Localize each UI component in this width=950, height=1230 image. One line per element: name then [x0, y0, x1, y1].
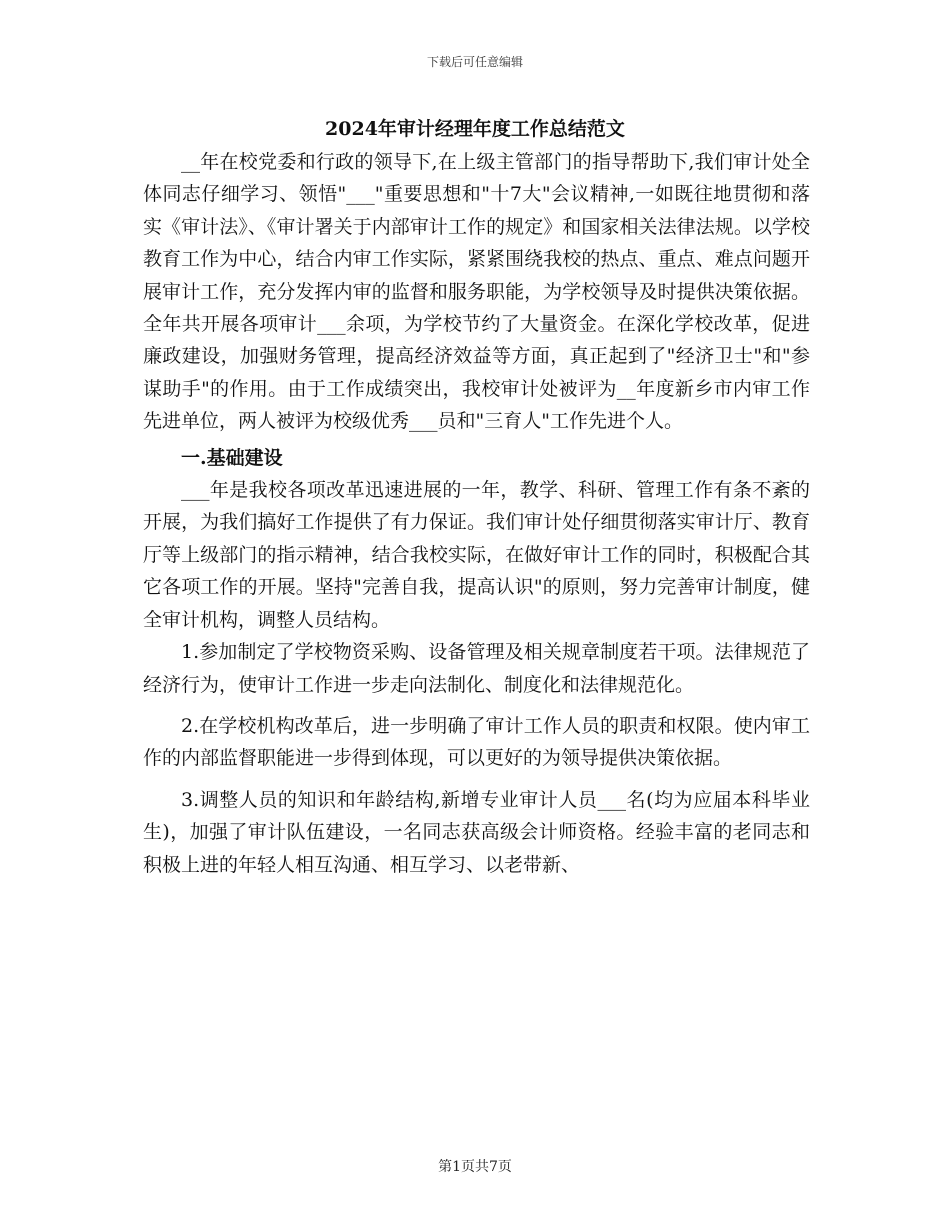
list-item-2: 2.在学校机构改革后，进一步明确了审计工作人员的职责和权限。使内审工作的内部监督职能进一步得到体现，可以更好的为领导提供决策依据。: [143, 714, 810, 770]
document-title: 2024年审计经理年度工作总结范文: [325, 118, 625, 140]
page-number: 第1页共7页: [438, 1159, 512, 1175]
list-item-1: 1.参加制定了学校物资采购、设备管理及相关规章制度若干项。法律规范了经济行为，使审计工作进一步走向法制化、制度化和法律规范化。: [143, 641, 810, 696]
section-heading-foundation: 一.基础建设: [181, 446, 283, 469]
intro-paragraph: __年在校党委和行政的领导下,在上级主管部门的指导帮助下,我们审计处全体同志仔细学习、领悟"___"重要思想和"十7大"会议精神,一如既往地贯彻和落实《审计法》、《审计署关于内部审计工作的规定》和国家相关法律法规。以学校教育工作为中心，结合内审工作实际，紧紧围绕我校的热点、重点、难点问题开展审计工作，充分发挥内审的监督和服务职能，为学校领导及时提供决策依据。全年共开展各项审计___余项，为学校节约了大量资金。在深化学校改革，促进廉政建设，加强财务管理，提高经济效益等方面，真正起到了"经济卫士"和"参谋助手"的作用。由于工作成绩突出，我校审计处被评为__年度新乡市内审工作先进单位，两人被评为校级优秀___员和"三育人"工作先进个人。: [143, 151, 810, 433]
section-paragraph: ___年是我校各项改革迅速进展的一年，教学、科研、管理工作有条不紊的开展，为我们搞好工作提供了有力保证。我们审计处仔细贯彻落实审计厅、教育厅等上级部门的指示精神，结合我校实际，在做好审计工作的同时，积极配合其它各项工作的开展。坚持"完善自我，提高认识"的原则，努力完善审计制度，健全审计机构，调整人员结构。: [143, 479, 810, 631]
document-body: [143, 146, 810, 881]
list-item-3: 3.调整人员的知识和年龄结构,新增专业审计人员___名(均为应届本科毕业生)，加强了审计队伍建设，一名同志获高级会计师资格。经验丰富的老同志和积极上进的年轻人相互沟通、相互学习、以老带新、: [143, 788, 810, 876]
header-note: 下载后可任意编辑: [426, 55, 523, 69]
